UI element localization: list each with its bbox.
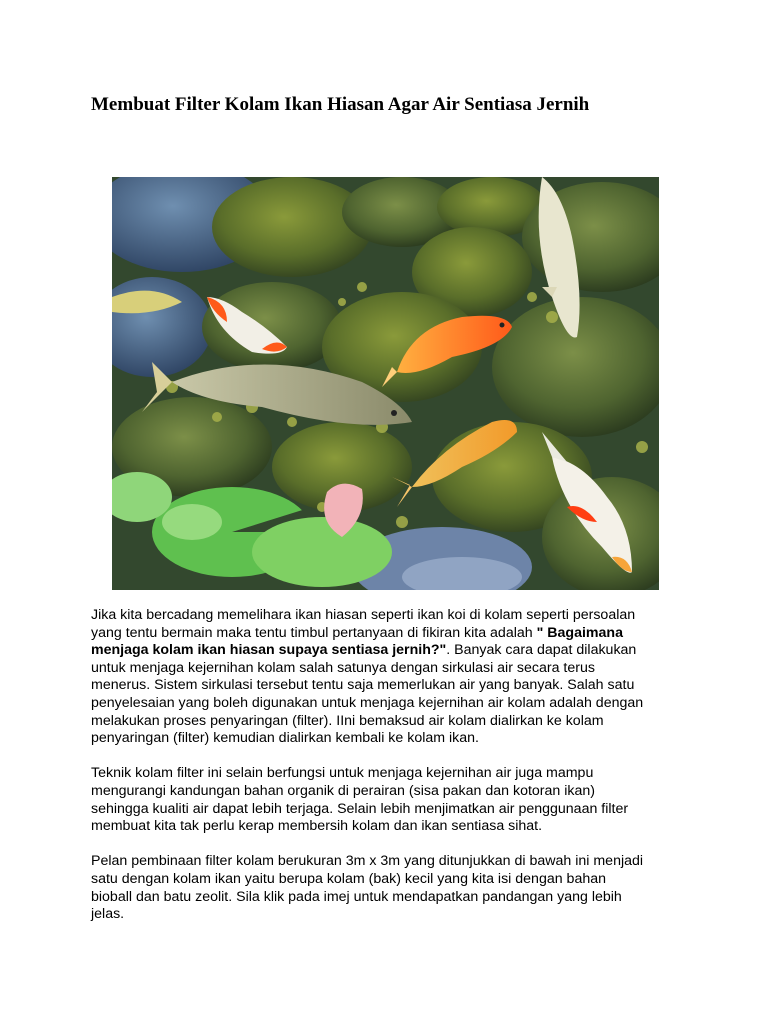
- text-line: satu dengan kolam ikan yaitu berupa kolam (bak) kecil yang kita isi dengan bahan: [91, 870, 607, 887]
- text-line: jelas.: [91, 906, 125, 923]
- text-line: . Banyak cara dapat dilakukan: [446, 642, 637, 659]
- koi-pond-illustration: [112, 177, 659, 590]
- text-line: yang tentu bermain maka tentu timbul pertanyaan di fikiran kita adalah: [91, 624, 537, 641]
- paragraph-1: [91, 607, 691, 748]
- text-line: Pelan pembinaan filter kolam berukuran 3m x 3m yang ditunjukkan di bawah ini menjadi: [91, 853, 644, 870]
- text-line: menerus. Sistem sirkulasi tersebut tentu saja memerlukan air yang banyak. Salah satu: [91, 677, 635, 694]
- text-line: membuat kita tak perlu kerap membersih kolam dan ikan sentiasa sihat.: [91, 818, 543, 835]
- article-title: Membuat Filter Kolam Ikan Hiasan Agar Air Sentiasa Jernih: [91, 94, 590, 115]
- text-line: penyaringan (filter) kemudian dialirkan kembali ke kolam ikan.: [91, 730, 479, 747]
- bold-question: menjaga kolam ikan hiasan supaya sentiasa jernih?": [91, 642, 447, 659]
- paragraph-3: [91, 853, 691, 923]
- article-body: [91, 607, 691, 941]
- paragraph-2: [91, 765, 691, 835]
- text-line: Teknik kolam filter ini selain berfungsi untuk menjaga kejernihan air juga mampu: [91, 765, 594, 782]
- text-line: sehingga kualiti air dapat lebih terjaga. Selain lebih menjimatkan air penggunaan filter: [91, 800, 629, 817]
- text-line: Jika kita bercadang memelihara ikan hiasan seperti ikan koi di kolam seperti persoalan: [91, 607, 636, 623]
- bold-question: " Bagaimana: [536, 624, 623, 641]
- koi-pond-image: [112, 177, 659, 590]
- text-line: untuk menjaga kejernihan kolam salah satunya dengan sirkulasi air secara terus: [91, 659, 595, 676]
- text-line: bioball dan batu zeolit. Sila klik pada imej untuk mendapatkan pandangan yang lebih: [91, 888, 622, 905]
- text-line: penyelesaian yang boleh digunakan untuk menjaga kejernihan air kolam adalah dengan: [91, 694, 644, 711]
- text-line: melakukan proses penyaringan (filter). IIni bemaksud air kolam dialirkan ke kolam: [91, 712, 604, 729]
- text-line: mengurangi kandungan bahan organik di perairan (sisa pakan dan kotoran ikan): [91, 782, 595, 799]
